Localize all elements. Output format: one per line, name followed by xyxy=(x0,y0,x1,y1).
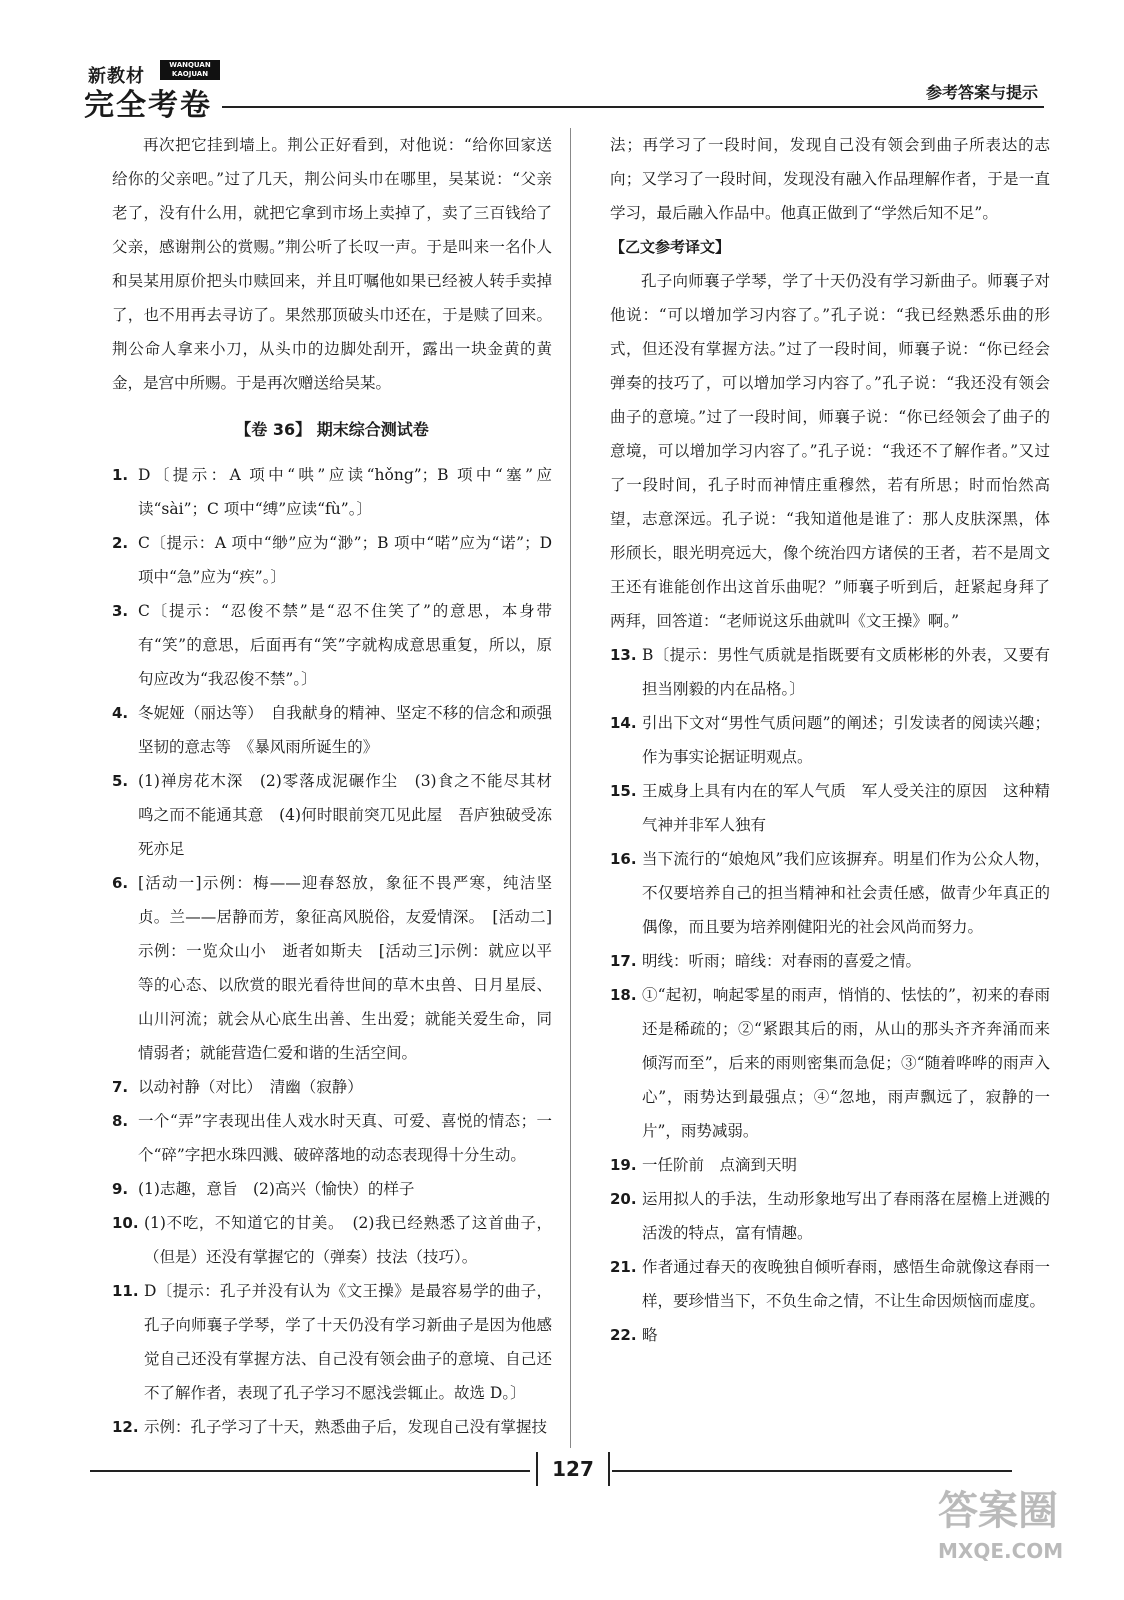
right-column xyxy=(610,128,1050,1352)
answer-item-5 xyxy=(112,764,568,866)
answer-item-1 xyxy=(112,458,552,526)
yiwen-label: 【乙文参考译文】 xyxy=(610,238,731,256)
footer-rule-right xyxy=(612,1470,1012,1472)
item-text: ①“起初，响起零星的雨声，悄悄的、怯怯的”，初来的春雨还是稀疏的；②“紧跟其后的雨，从山的那头齐齐奔涌而来倾泻而至”，后来的雨则密集而急促；③“随着哗哗的雨声入心”，雨势达到最强点；④“忽地，雨声飘远了，寂静的一片”，雨势减弱。 xyxy=(642,986,1050,1140)
item-text: 王威身上具有内在的军人气质 军人受关注的原因 这种精气神并非军人独有 xyxy=(642,782,1050,834)
answer-item-17 xyxy=(610,944,1050,978)
item-number: 20. xyxy=(610,1190,637,1208)
item-number: 13. xyxy=(610,646,637,664)
item-12-continued: 法；再学习了一段时间，发现自己没有领会到曲子所表达的志向；又学习了一段时间，发现没有融入作品理解作者，于是一直学习，最后融入作品中。他真正做到了“学然后知不足”。 xyxy=(610,136,1050,222)
answer-item-12 xyxy=(112,1410,552,1444)
item-text: C〔提示：A 项中“缈”应为“渺”；B 项中“喏”应为“诺”；D 项中“急”应为“疾”。〕 xyxy=(138,534,552,586)
brand-pinyin-line-1: WANQUAN xyxy=(169,61,211,69)
item-number: 5. xyxy=(112,772,129,790)
answer-item-19 xyxy=(610,1148,1050,1182)
column-divider xyxy=(570,128,571,1448)
item-number: 9. xyxy=(112,1180,129,1198)
item-number: 12. xyxy=(112,1418,139,1436)
item-number: 10. xyxy=(112,1214,139,1232)
brand-pinyin xyxy=(160,60,220,80)
watermark xyxy=(938,1486,1068,1586)
answer-item-20 xyxy=(610,1182,1050,1250)
item-text: (1)志趣，意旨 (2)高兴（愉快）的样子 xyxy=(138,1180,415,1198)
brand-title: 完全考卷 xyxy=(84,88,212,123)
item-text: C〔提示：“忍俊不禁”是“忍不住笑了”的意思，本身带有“笑”的意思，后面再有“笑”字就构成意思重复，所以，原句应改为“我忍俊不禁”。〕 xyxy=(138,602,552,688)
section-title: 【卷 36】 期末综合测试卷 xyxy=(235,420,429,439)
item-text: [活动一]示例：梅——迎春怒放，象征不畏严寒，纯洁坚贞。兰——居静而芳，象征高风脱俗，友爱情深。 [活动二]示例：一览众山小 逝者如斯夫 [活动三]示例：就应以平等的心态、以欣赏的眼光看待世间的草木虫兽、日月星辰、山川河流；就会从心底生出善、生出爱；就能关爱生命，同情弱者；就能营造仁爱和谐的生活空间。 xyxy=(138,874,552,1062)
answer-item-2 xyxy=(112,526,552,594)
item-number: 8. xyxy=(112,1112,129,1130)
item-number: 14. xyxy=(610,714,637,732)
item-text: 当下流行的“娘炮风”我们应该摒弃。明星们作为公众人物，不仅要培养自己的担当精神和社会责任感，做青少年真正的偶像，而且要为培养刚健阳光的社会风尚而努力。 xyxy=(642,850,1050,936)
answer-item-15 xyxy=(610,774,1050,842)
left-column xyxy=(112,128,568,1444)
item-text: 作者通过春天的夜晚独自倾听春雨，感悟生命就像这春雨一样，要珍惜当下，不负生命之情，不让生命因烦恼而虚度。 xyxy=(642,1258,1050,1310)
item-text: B〔提示：男性气质就是指既要有文质彬彬的外表，又要有担当刚毅的内在品格。〕 xyxy=(642,646,1050,698)
item-text: 引出下文对“男性气质问题”的阐述；引发读者的阅读兴趣；作为事实论据证明观点。 xyxy=(642,714,1050,766)
item-text: 示例：孔子学习了十天，熟悉曲子后，发现自己没有掌握技 xyxy=(144,1418,548,1436)
answer-item-8 xyxy=(112,1104,552,1172)
item-text: (1)禅房花木深 (2)零落成泥碾作尘 (3)食之不能尽其材 鸣之而不能通其意 (4)何时眼前突兀见此屋 吾庐独破受冻死亦足 xyxy=(138,772,568,858)
item-text: 一个“弄”字表现出佳人戏水时天真、可爱、喜悦的情态；一个“碎”字把水珠四溅、破碎落地的动态表现得十分生动。 xyxy=(138,1112,552,1164)
answer-item-11 xyxy=(112,1274,552,1410)
item-number: 22. xyxy=(610,1326,637,1344)
item-number: 7. xyxy=(112,1078,129,1096)
item-text: D〔提示：A 项中“哄”应读“hǒng”；B 项中“塞”应读“sài”；C 项中“缚”应读“fù”。〕 xyxy=(138,466,552,518)
answer-item-16 xyxy=(610,842,1050,944)
item-number: 11. xyxy=(112,1282,139,1300)
item-text: 明线：听雨；暗线：对春雨的喜爱之情。 xyxy=(642,952,922,970)
answer-item-14 xyxy=(610,706,1050,774)
answer-item-13 xyxy=(610,638,1050,706)
item-text: 一任阶前 点滴到天明 xyxy=(642,1156,798,1174)
answer-item-6 xyxy=(112,866,552,1070)
answer-item-3 xyxy=(112,594,552,696)
watermark-url: MXQE.COM xyxy=(938,1539,1064,1563)
item-text: 冬妮娅（丽达等） 自我献身的精神、坚定不移的信念和顽强坚韧的意志等 《暴风雨所诞生的》 xyxy=(138,704,552,756)
brand-small: 新教材 xyxy=(88,66,145,87)
item-number: 21. xyxy=(610,1258,637,1276)
item-number: 17. xyxy=(610,952,637,970)
item-number: 15. xyxy=(610,782,637,800)
item-number: 18. xyxy=(610,986,637,1004)
watermark-logo: 答案圈 xyxy=(938,1488,1058,1534)
brand-pinyin-line-2: KAOJUAN xyxy=(171,70,209,78)
answer-item-21 xyxy=(610,1250,1050,1318)
footer-rule-left xyxy=(90,1470,530,1472)
page-header xyxy=(0,0,1124,123)
translation-continued: 再次把它挂到墙上。荆公正好看到，对他说：“给你回家送给你的父亲吧。”过了几天，荆公问头巾在哪里，吴某说：“父亲老了，没有什么用，就把它拿到市场上卖掉了，卖了三百钱给了父亲，感谢荆公的赏赐。”荆公听了长叹一声。于是叫来一名仆人和吴某用原价把头巾赎回来，并且叮嘱他如果已经被人转手卖掉了，也不用再去寻访了。果然那顶破头巾还在，于是赎了回来。荆公命人拿来小刀，从头巾的边脚处刮开，露出一块金黄的黄金，是宫中所赐。于是再次赠送给吴某。 xyxy=(112,136,552,392)
answer-item-18 xyxy=(610,978,1050,1148)
answer-item-7 xyxy=(112,1070,552,1104)
item-number: 3. xyxy=(112,602,129,620)
item-number: 2. xyxy=(112,534,129,552)
item-text: 以动衬静（对比） 清幽（寂静） xyxy=(138,1078,363,1096)
yiwen-translation: 孔子向师襄子学琴，学了十天仍没有学习新曲子。师襄子对他说：“可以增加学习内容了。”孔子说：“我已经熟悉乐曲的形式，但还没有掌握方法。”过了一段时间，师襄子说：“你已经会弹奏的技巧了，可以增加学习内容了。”孔子说：“我还没有领会曲子的意境。”过了一段时间，师襄子说：“你已经领会了曲子的意境，可以增加学习内容了。”孔子说：“我还不了解作者。”又过了一段时间，孔子时而神情庄重穆然，若有所思；时而怡然高望，志意深远。孔子说：“我知道他是谁了：那人皮肤深黑，体形颀长，眼光明亮远大，像个统治四方诸侯的王者，若不是周文王还有谁能创作出这首乐曲呢？”师襄子听到后，赶紧起身拜了两拜，回答道：“老师说这乐曲就叫《文王操》啊。” xyxy=(610,272,1050,630)
item-text: (1)不吃，不知道它的甘美。 (2)我已经熟悉了这首曲子，（但是）还没有掌握它的（弹奏）技法（技巧）。 xyxy=(144,1214,552,1266)
header-rule xyxy=(222,106,1044,108)
answer-item-10 xyxy=(112,1206,552,1274)
item-number: 19. xyxy=(610,1156,637,1174)
answer-item-4 xyxy=(112,696,552,764)
item-number: 1. xyxy=(112,466,129,484)
answer-item-9 xyxy=(112,1172,552,1206)
answer-item-22 xyxy=(610,1318,1050,1352)
item-text: 略 xyxy=(642,1326,658,1344)
item-number: 16. xyxy=(610,850,637,868)
item-text: D〔提示：孔子并没有认为《文王操》是最容易学的曲子，孔子向师襄子学琴，学了十天仍没有学习新曲子是因为他感觉自己还没有掌握方法、自己没有领会曲子的意境、自己还不了解作者，表现了孔子学习不愿浅尝辄止。故选 D。〕 xyxy=(144,1282,552,1402)
item-number: 4. xyxy=(112,704,129,722)
item-number: 6. xyxy=(112,874,129,892)
page-number: 127 xyxy=(536,1452,610,1486)
section-label: 参考答案与提示 xyxy=(925,83,1038,102)
item-text: 运用拟人的手法，生动形象地写出了春雨落在屋檐上迸溅的活泼的特点，富有情趣。 xyxy=(642,1190,1050,1242)
